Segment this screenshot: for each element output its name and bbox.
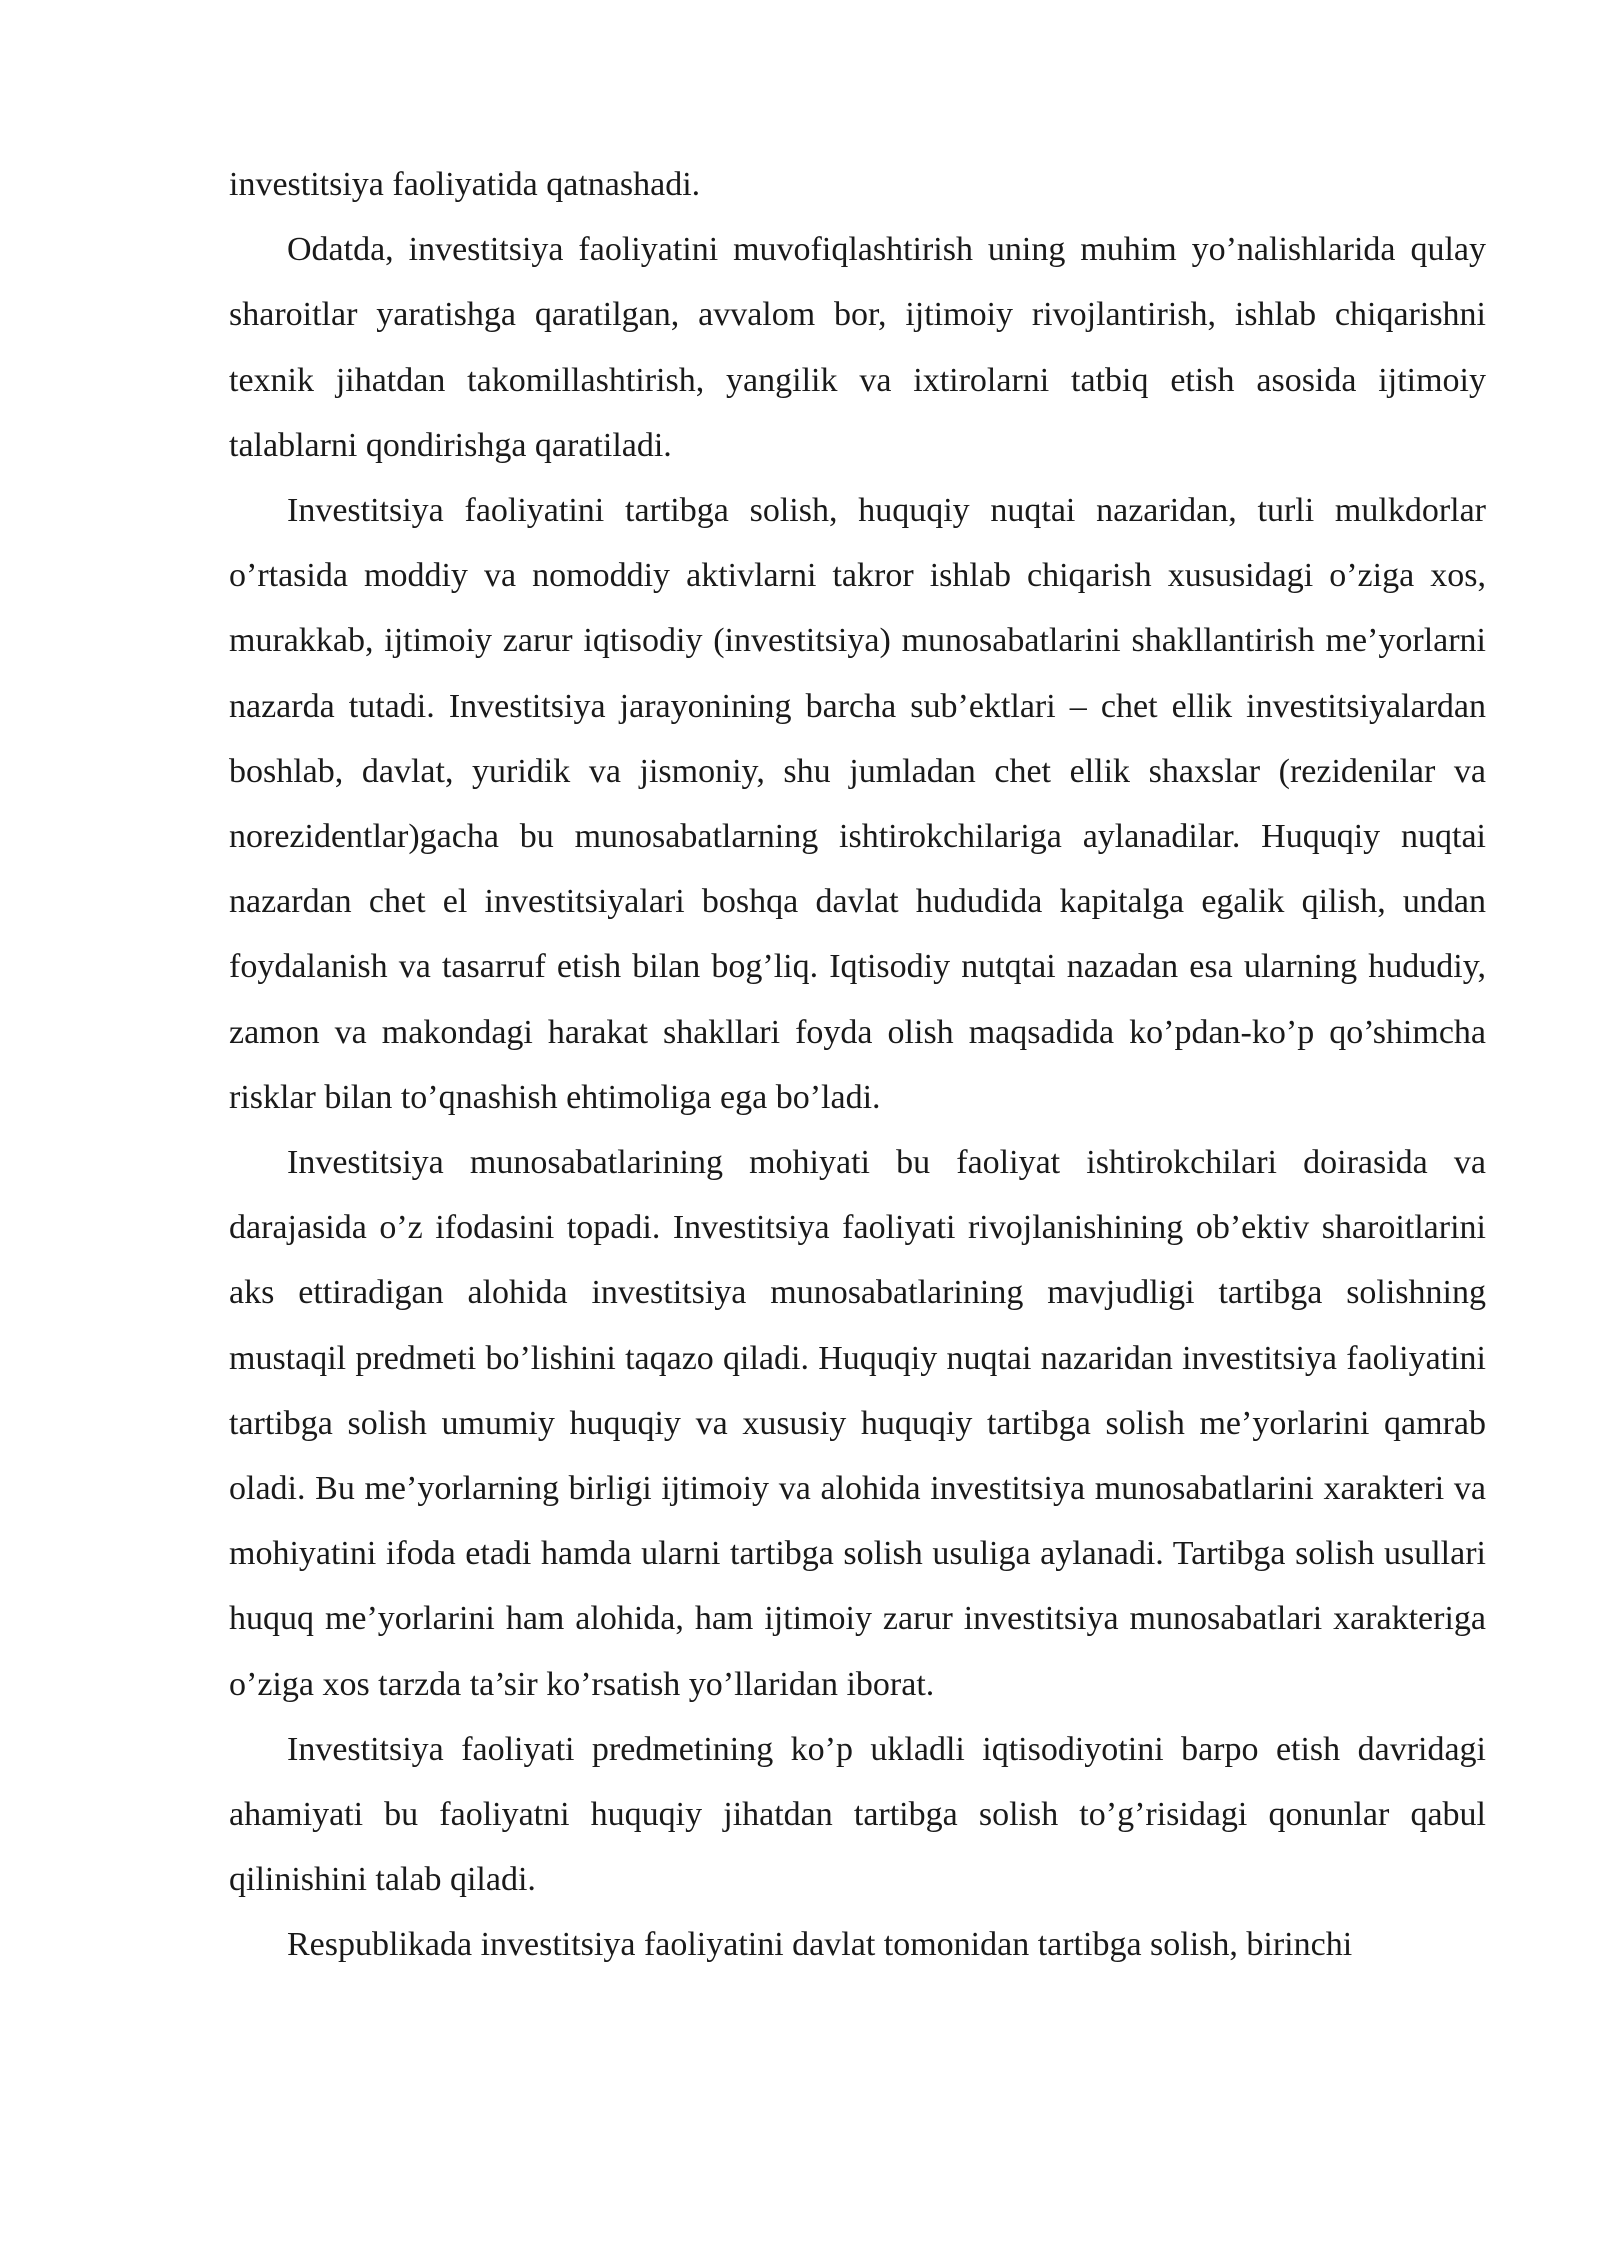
paragraph-5: Investitsiya faoliyati predmetining ko’p ukladli iqtisodiyotini barpo etish davridagi ahamiyati bu faoliyatni huquqiy jihatdan tartibga solish to’g’risidagi qonunlar qabul qilinishini talab qiladi. xyxy=(229,1730,1486,1899)
paragraph-2: Odatda, investitsiya faoliyatini muvofiqlashtirish uning muhim yo’nalishlarida qulay sharoitlar yaratishga qaratilgan, avvalom bor, ijtimoiy rivojlantirish, ishlab chiqarishni texnik jihatdan takomillashtirish, yangilik va ixtirolarni tatbiq etish asosida ijtimoiy talablarni qondirishga qaratiladi. xyxy=(229,231,1486,464)
document-page xyxy=(229,152,1486,1978)
paragraph-4: Investitsiya munosabatlarining mohiyati bu faoliyat ishtirokchilari doirasida va darajasida o’z ifodasini topadi. Investitsiya faoliyati rivojlanishining ob’ektiv sharoitlarini aks ettiradigan alohida investitsiya munosabatlarining mavjudligi tartibga solishning mustaqil predmeti bo’lishini taqazo qiladi. Huquqiy nuqtai nazaridan investitsiya faoliyatini tartibga solish umumiy huquqiy va xususiy huquqiy tartibga solish me’yorlarini qamrab oladi. Bu me’yorlarning birligi ijtimoiy va alohida investitsiya munosabatlarini xarakteri va mohiyatini ifoda etadi hamda ularni tartibga solish usuliga aylanadi. Tartibga solish usullari huquq me’yorlarini ham alohida, ham ijtimoiy zarur investitsiya munosabatlari xarakteriga o’ziga xos tarzda ta’sir ko’rsatish yo’llaridan iborat. xyxy=(229,1144,1486,1703)
paragraph-1: investitsiya faoliyatida qatnashadi. xyxy=(229,166,701,203)
paragraph-6: Respublikada investitsiya faoliyatini davlat tomonidan tartibga solish, birinchi xyxy=(287,1926,1353,1964)
paragraph-3: Investitsiya faoliyatini tartibga solish, huquqiy nuqtai nazaridan, turli mulkdorlar o’rtasida moddiy va nomoddiy aktivlarni takror ishlab chiqarish xususidagi o’ziga xos, murakkab, ijtimoiy zarur iqtisodiy (investitsiya) munosabatlarini shakllantirish me’yorlarni nazarda tutadi. Investitsiya jarayonining barcha sub’ektlari – chet ellik investitsiyalardan boshlab, davlat, yuridik va jismoniy, shu jumladan chet ellik shaxslar (rezidenilar va norezidentlar)gacha bu munosabatlarning ishtirokchilariga aylanadilar. Huquqiy nuqtai nazardan chet el investitsiyalari boshqa davlat hududida kapitalga egalik qilish, undan foydalanish va tasarruf etish bilan bog’liq. Iqtisodiy nutqtai nazadan esa ularning hududiy, zamon va makondagi harakat shakllari foyda olish maqsadida ko’pdan-ko’p qo’shimcha risklar bilan to’qnashish ehtimoliga ega bo’ladi. xyxy=(229,492,1486,1116)
